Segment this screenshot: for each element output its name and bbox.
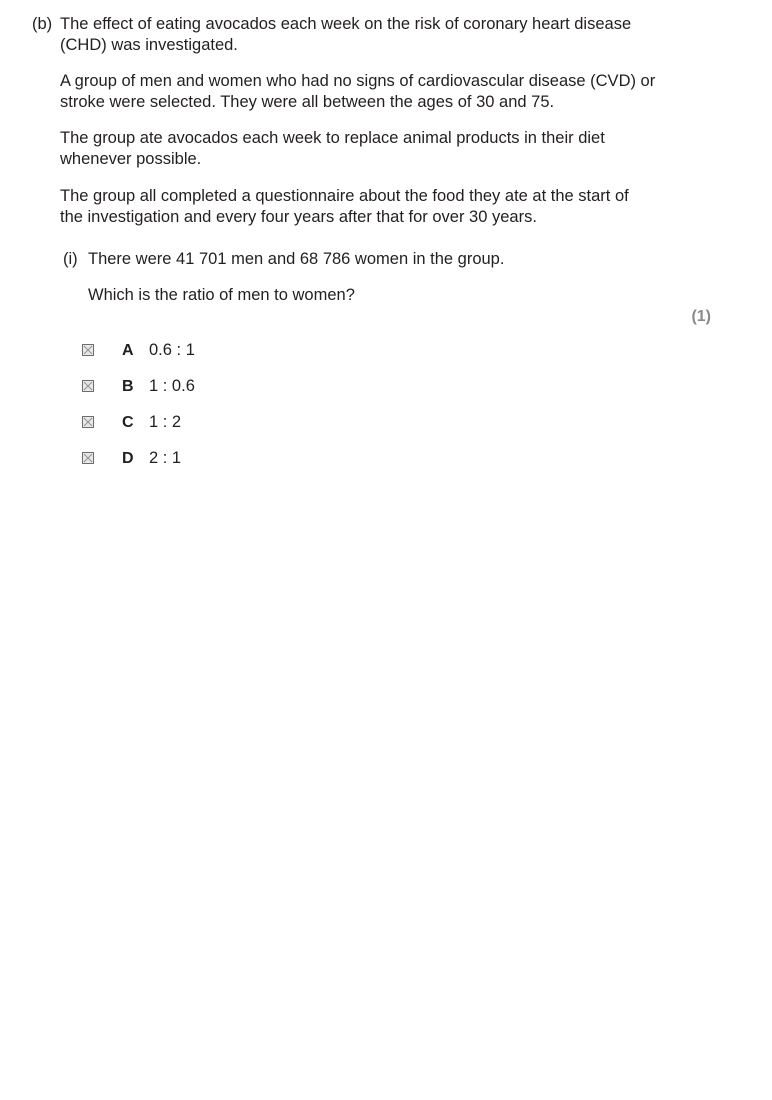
paragraph-line: stroke were selected. They were all between the ages of 30 and 75.	[60, 93, 555, 111]
option-a[interactable]	[82, 339, 195, 361]
checkbox-icon[interactable]	[82, 344, 94, 356]
option-value: 1 : 0.6	[149, 376, 195, 395]
sub-question-prompt: Which is the ratio of men to women?	[88, 286, 355, 304]
option-value: 2 : 1	[149, 448, 182, 467]
paragraph-line: The group ate avocados each week to replace animal products in their diet	[60, 129, 605, 147]
sub-question-label: (i)	[63, 250, 78, 268]
question-part-label: (b)	[32, 15, 53, 33]
option-letter: C	[122, 413, 134, 431]
option-value: 0.6 : 1	[149, 340, 195, 359]
paragraph-line: the investigation and every four years after that for over 30 years.	[60, 208, 537, 226]
option-b[interactable]	[82, 375, 195, 397]
intro-paragraph	[60, 14, 700, 56]
checkbox-icon[interactable]	[82, 380, 94, 392]
paragraph-line: whenever possible.	[60, 150, 202, 168]
participants-paragraph	[60, 71, 700, 113]
checkbox-icon[interactable]	[82, 452, 94, 464]
checkbox-icon[interactable]	[82, 416, 94, 428]
paragraph-line: A group of men and women who had no signs of cardiovascular disease (CVD) or	[60, 72, 656, 90]
option-d[interactable]	[82, 447, 182, 469]
option-value: 1 : 2	[149, 412, 182, 431]
paragraph-line: (CHD) was investigated.	[60, 36, 238, 54]
questionnaire-paragraph	[60, 186, 700, 228]
option-letter: B	[122, 377, 134, 395]
marks-indicator: (1)	[691, 308, 711, 325]
sub-question-statement: There were 41 701 men and 68 786 women in the group.	[88, 250, 505, 268]
option-letter: A	[122, 341, 134, 359]
option-c[interactable]	[82, 411, 182, 433]
paragraph-line: The effect of eating avocados each week on the risk of coronary heart disease	[60, 15, 632, 33]
diet-paragraph	[60, 128, 700, 170]
paragraph-line: The group all completed a questionnaire about the food they ate at the start of	[60, 187, 629, 205]
option-letter: D	[122, 449, 134, 467]
